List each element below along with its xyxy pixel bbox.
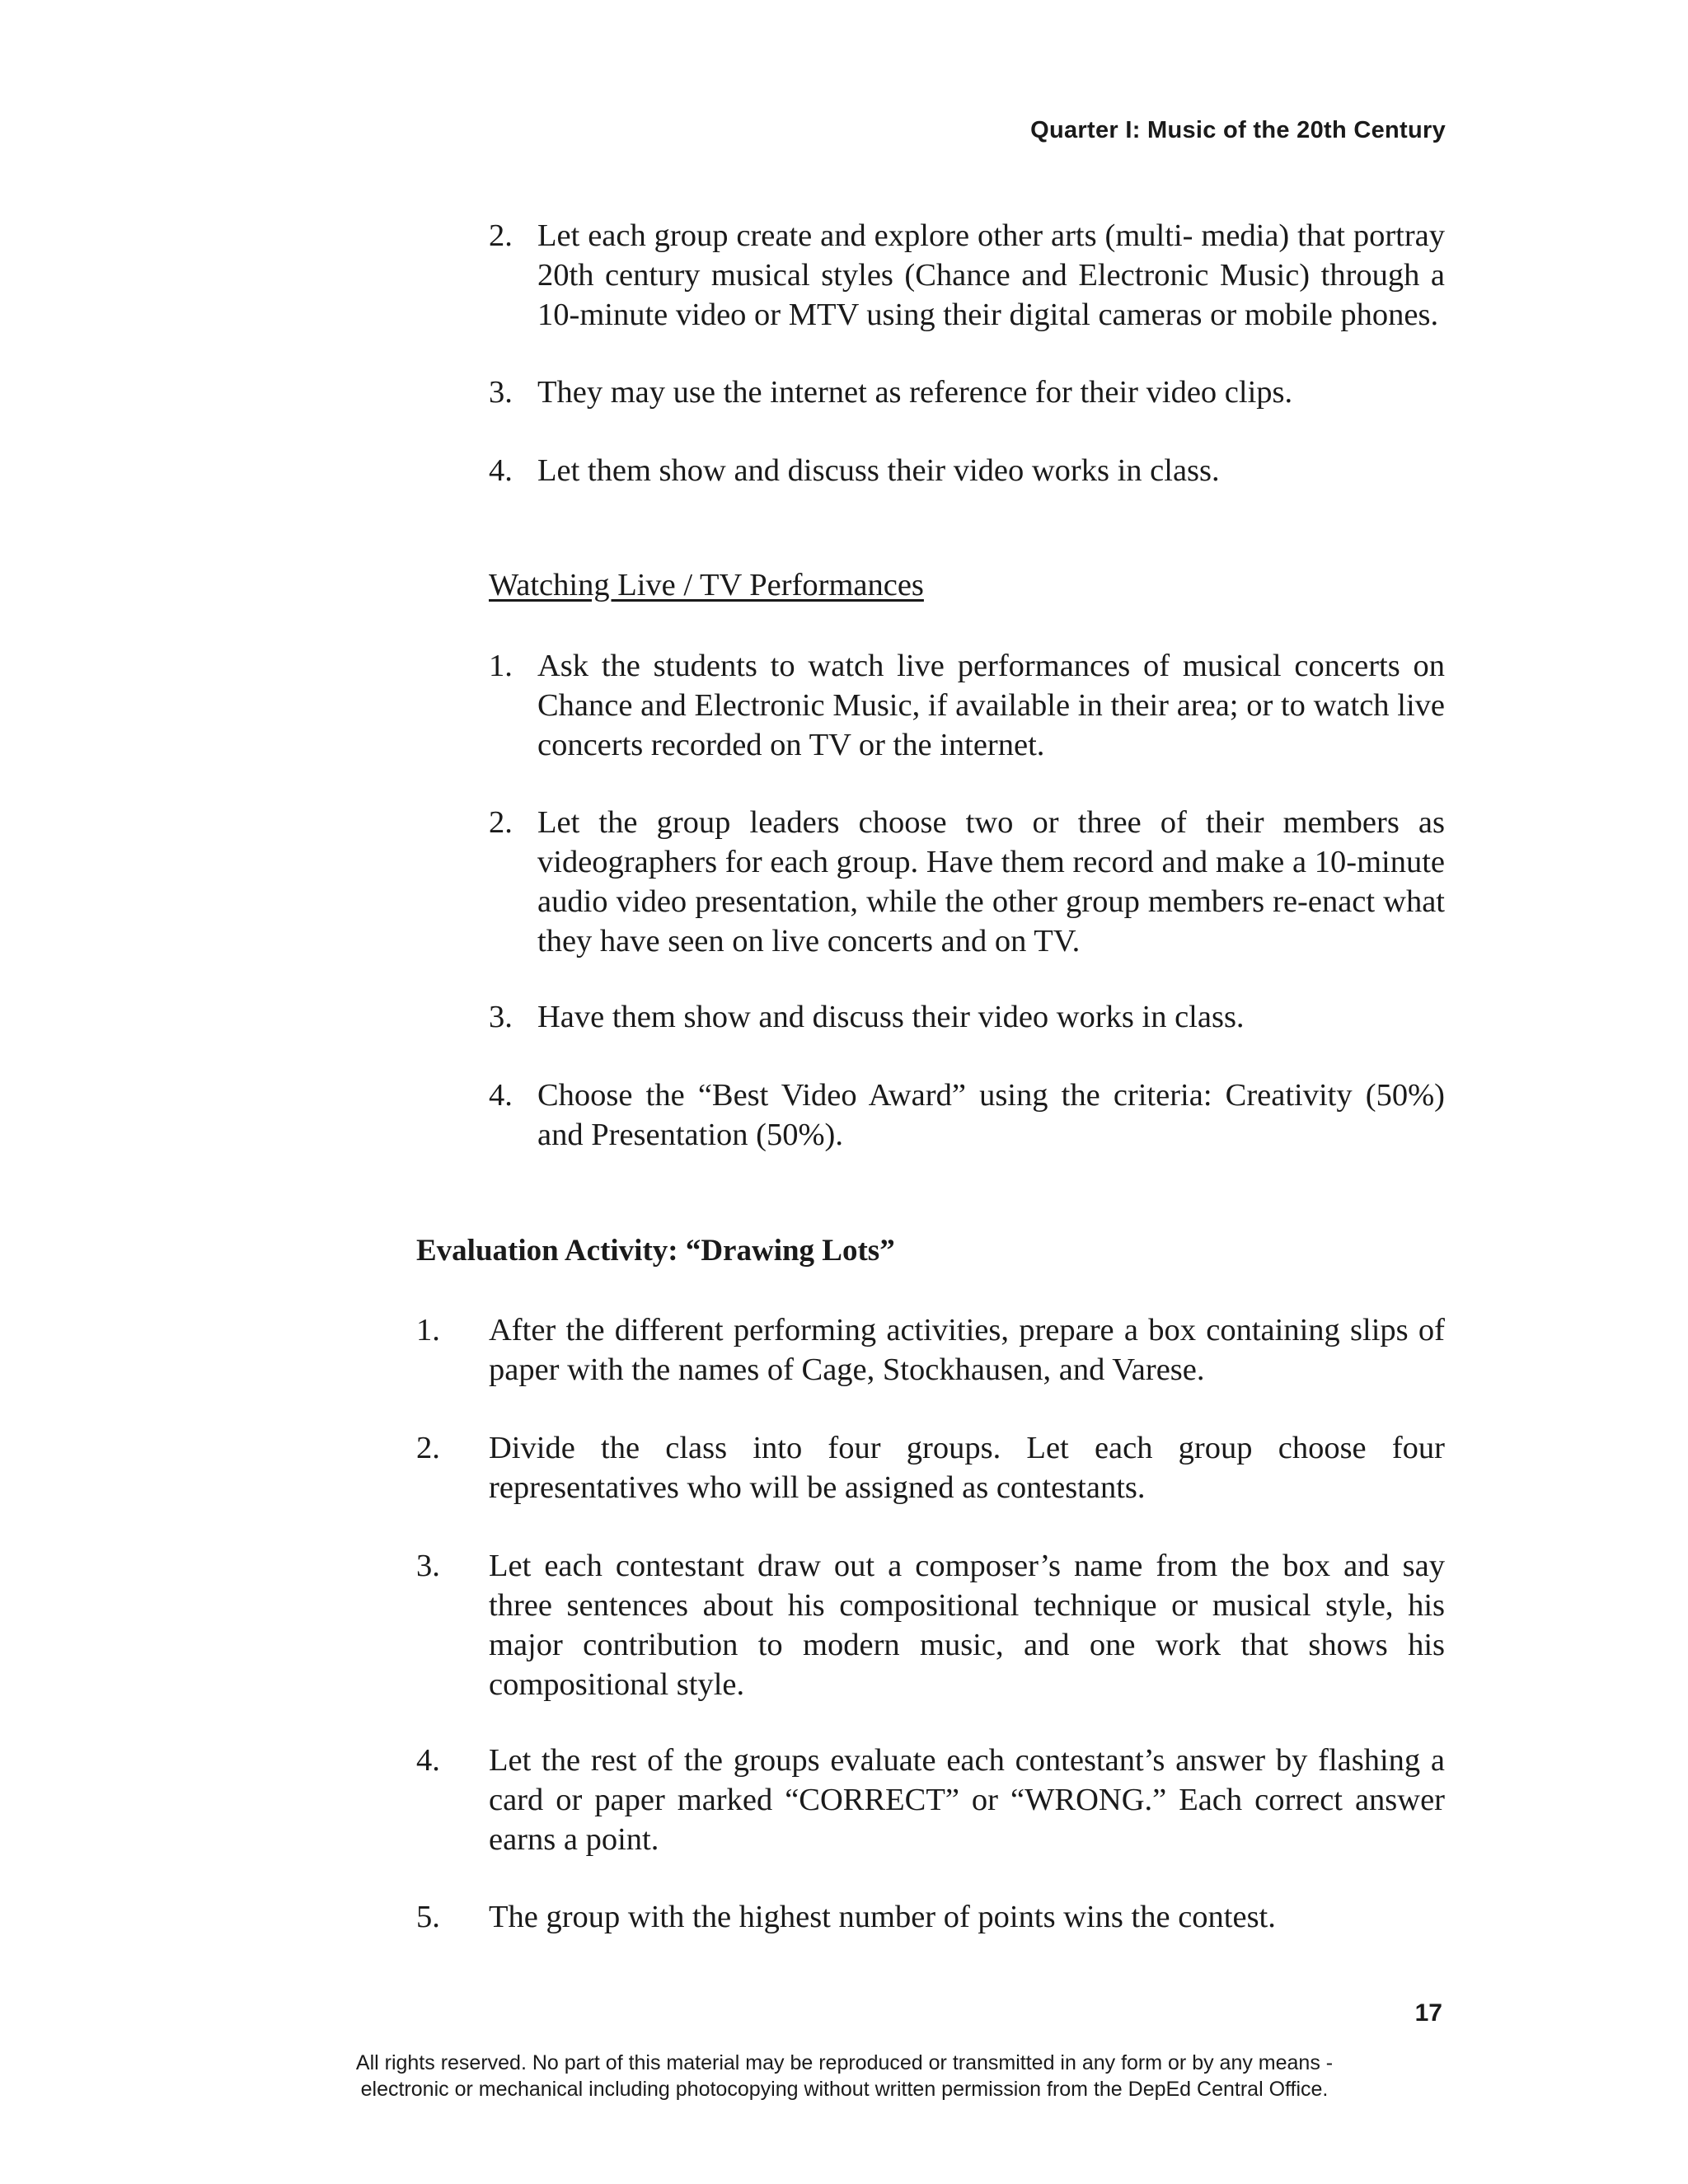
list-item-number: 3. <box>416 1549 440 1583</box>
list-item <box>489 997 1445 1037</box>
list-item <box>489 373 1445 412</box>
list-item <box>489 1076 1445 1155</box>
list-item <box>416 1428 1445 1507</box>
copyright-footer <box>0 2050 1688 2102</box>
list-item <box>416 1897 1445 1937</box>
list-item-text: Let the rest of the groups evaluate each contestant’s answer by flashing a card or paper marked “CORRECT” or “WRONG.” Each correct answer earns a point. <box>489 1743 1445 1857</box>
list-item <box>489 803 1445 961</box>
list-item-text: The group with the highest number of points wins the contest. <box>489 1900 1276 1934</box>
list-item-text: Let each group create and explore other arts (multi- media) that portray 20th century musical styles (Chance and Electronic Music) through a 10-minute video or MTV using their digital cameras or mobile phones. <box>537 218 1445 332</box>
list-item-text: Let each contestant draw out a composer’s name from the box and say three sentences about his compositional technique or musical style, his major contribution to modern music, and one work that shows his compositional style. <box>489 1549 1445 1702</box>
list-item <box>489 646 1445 765</box>
list-item-number: 3. <box>489 1000 513 1034</box>
footer-line: All rights reserved. No part of this material may be reproduced or transmitted in any form or by any means - <box>355 2051 1334 2074</box>
list-item-text: They may use the internet as reference for their video clips. <box>537 375 1293 410</box>
footer-line: electronic or mechanical including photocopying without written permission from the DepEd Central Office. <box>360 2078 1329 2101</box>
list-item-text: Ask the students to watch live performances of musical concerts on Chance and Electronic Music, if available in their area; or to watch live concerts recorded on TV or the internet. <box>537 649 1445 762</box>
subsection-heading: Watching Live / TV Performances <box>489 568 924 602</box>
list-item-text: Let them show and discuss their video works in class. <box>537 453 1220 488</box>
list-item-text: After the different performing activities, prepare a box containing slips of paper with the names of Cage, Stockhausen, and Varese. <box>489 1313 1445 1387</box>
list-item-number: 5. <box>416 1900 440 1934</box>
list-item-number: 1. <box>489 649 513 683</box>
page-number: 17 <box>1414 1999 1442 2027</box>
list-item <box>489 451 1445 490</box>
list-item-number: 2. <box>489 218 513 253</box>
list-item <box>416 1546 1445 1704</box>
list-item <box>416 1741 1445 1859</box>
list-item-number: 3. <box>489 375 513 410</box>
list-item-number: 1. <box>416 1313 440 1347</box>
list-item-text: Let the group leaders choose two or three of their members as videographers for each group. Have them record and make a 10-minute audio video presentation, while the other group members re-enact what they have seen on live concerts and on TV. <box>537 805 1445 958</box>
section-heading: Evaluation Activity: “Drawing Lots” <box>416 1234 895 1268</box>
list-item <box>489 216 1445 335</box>
list-item-number: 2. <box>416 1431 440 1465</box>
list-item-text: Choose the “Best Video Award” using the criteria: Creativity (50%) and Presentation (50%). <box>537 1078 1445 1152</box>
list-item-text: Divide the class into four groups. Let each group choose four representatives who will be assigned as contestants. <box>489 1431 1445 1505</box>
running-header: Quarter I: Music of the 20th Century <box>1030 117 1446 143</box>
list-item-number: 4. <box>489 1078 513 1113</box>
list-item-number: 4. <box>416 1743 440 1778</box>
list-item-text: Have them show and discuss their video works in class. <box>537 1000 1245 1034</box>
list-item <box>416 1310 1445 1390</box>
list-item-number: 4. <box>489 453 513 488</box>
list-item-number: 2. <box>489 805 513 840</box>
